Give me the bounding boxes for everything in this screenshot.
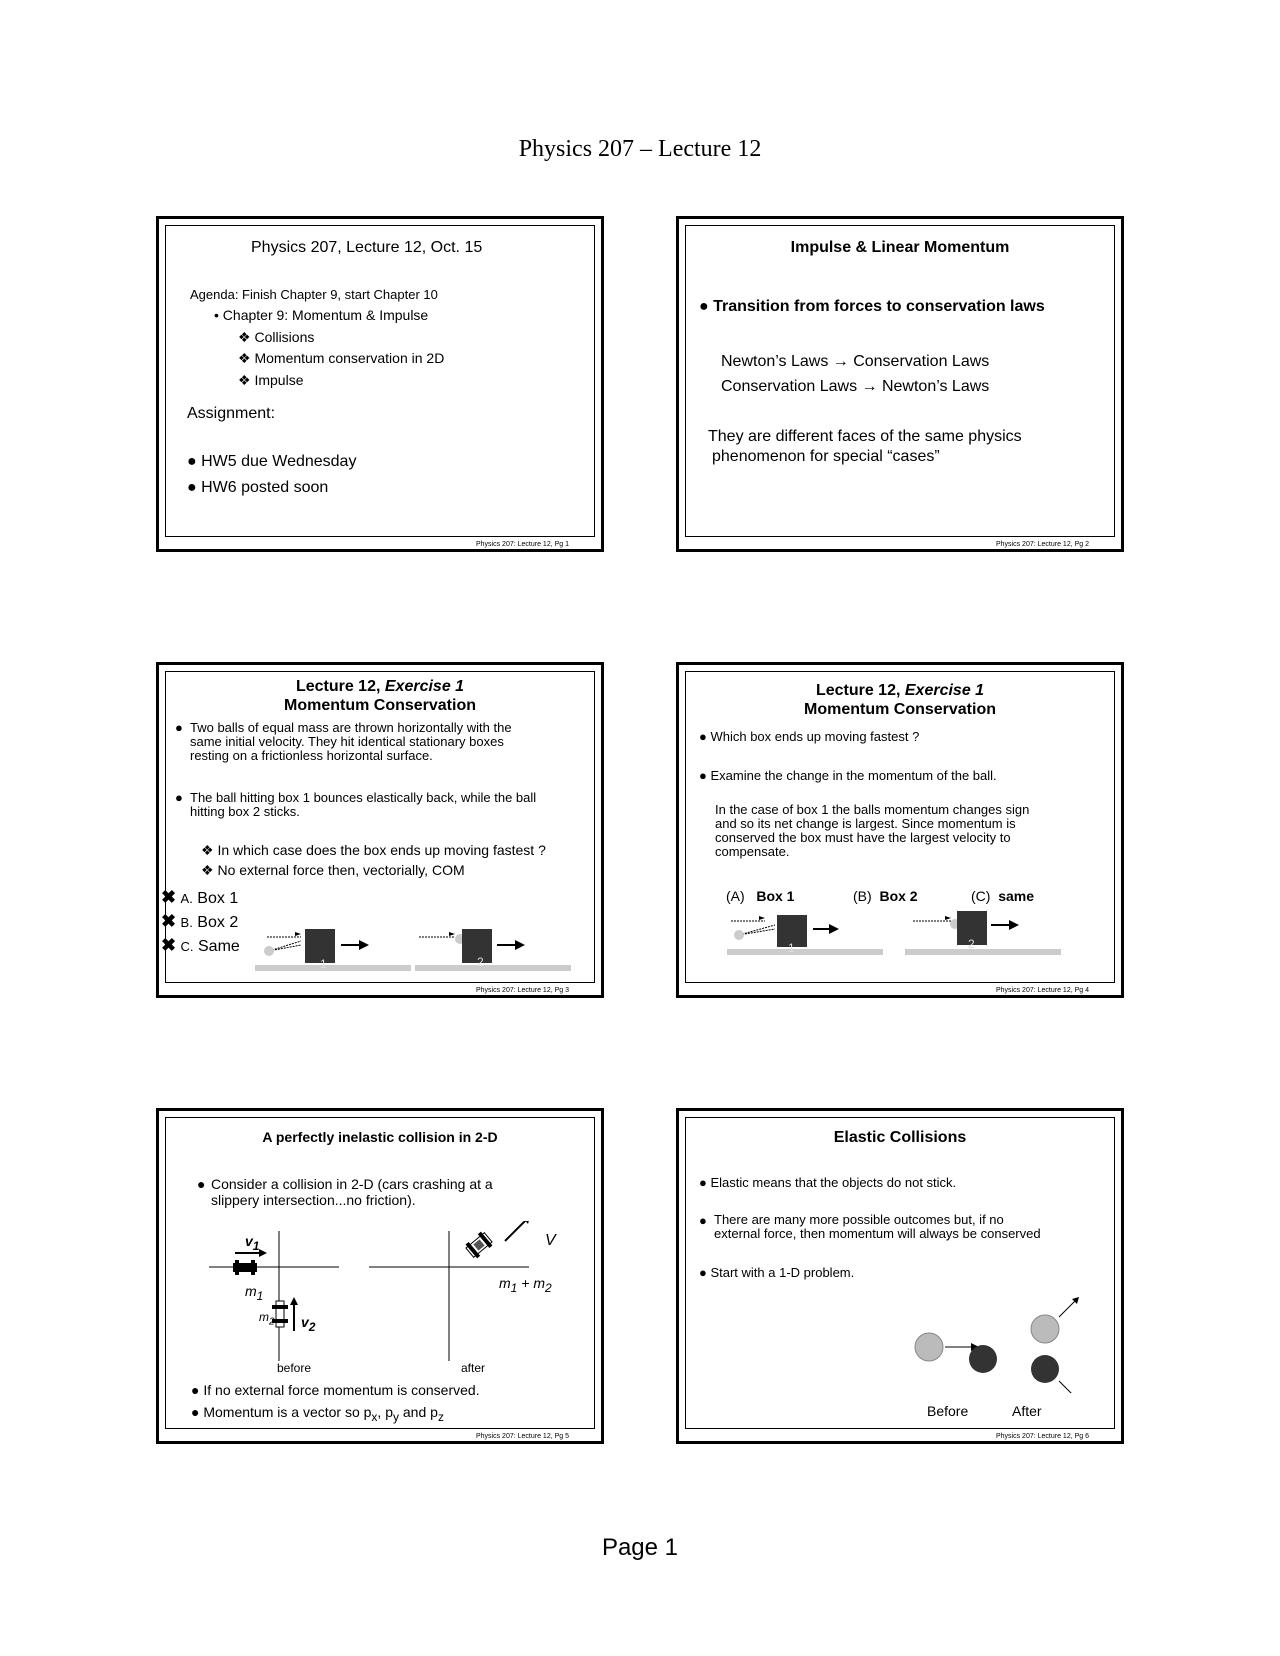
slide-3 (156, 662, 604, 998)
slide-title: Physics 207, Lecture 12, Oct. 15 (251, 239, 483, 256)
box-label: 2 (968, 937, 975, 951)
slide-footer: Physics 207: Lecture 12, Pg 5 (476, 1433, 569, 1440)
after-label: After (1012, 1403, 1042, 1419)
bullet: ● HW5 due Wednesday (187, 453, 357, 470)
slide-2 (676, 216, 1124, 552)
after-label: after (461, 1361, 486, 1375)
paragraph-line: They are different faces of the same physics (708, 428, 1022, 445)
bullet-text: Two balls of equal mass are thrown horizontally with the same initial velocity. They hit identical stationary boxes resting on a frictionless horizontal surface. (190, 720, 512, 763)
x-mark-icon: ✖ (161, 935, 177, 955)
bullet: ● Transition from forces to conservation laws (699, 298, 1045, 315)
slide-title: A perfectly inelastic collision in 2-D (262, 1129, 498, 1145)
bullet-text: Consider a collision in 2-D (cars crashing at a slippery intersection...no friction). (211, 1176, 493, 1208)
combined-mass-label: $m_1 + m_2$ (499, 1275, 552, 1295)
bullet: ● Which box ends up moving fastest ? (699, 729, 920, 744)
slide-footer: Physics 207: Lecture 12, Pg 6 (996, 1433, 1089, 1440)
slide-title: Elastic Collisions (833, 1129, 967, 1146)
m2-label: $m_2$ (259, 1310, 275, 1328)
bullet: ● Elastic means that the objects do not stick. (699, 1175, 957, 1190)
option-a[interactable]: ✖ A. Box 1 (161, 887, 239, 907)
slide-footer: Physics 207: Lecture 12, Pg 1 (476, 541, 569, 548)
sub-item: ❖ Impulse (238, 372, 304, 388)
v1-label: $v_1$ (245, 1233, 260, 1253)
sub-item: ❖ In which case does the box ends up moving fastest ? (201, 842, 546, 858)
agenda-line: Agenda: Finish Chapter 9, start Chapter 10 (190, 287, 438, 302)
paragraph-line: phenomenon for special “cases” (712, 448, 940, 465)
bullet: ● HW6 posted soon (187, 479, 329, 496)
slide-6 (676, 1108, 1124, 1444)
bullet: ● (699, 1213, 707, 1228)
big-v-label: V (545, 1232, 556, 1249)
slide-1 (156, 216, 604, 552)
law-line: Conservation Laws → Newton’s Laws (721, 378, 990, 395)
bullet: ● Examine the change in the momentum of the ball. (699, 768, 997, 783)
page-number: Page 1 (601, 1534, 679, 1561)
bullet: ● Start with a 1-D problem. (699, 1265, 855, 1280)
sub-item: ❖ No external force then, vectorially, COM (201, 862, 465, 878)
chapter-item: • Chapter 9: Momentum & Impulse (214, 307, 429, 323)
slide-footer: Physics 207: Lecture 12, Pg 2 (996, 541, 1089, 548)
slide-5 (156, 1108, 604, 1444)
slide-title: Impulse & Linear Momentum (790, 239, 1010, 256)
before-label: Before (927, 1403, 969, 1419)
x-mark-icon: ✖ (161, 911, 177, 931)
box-label: 2 (477, 955, 484, 969)
slide-subtitle: Momentum Conservation (283, 697, 476, 714)
bullet: ● If no external force momentum is conserved. (191, 1382, 480, 1398)
x-mark-icon: ✖ (161, 887, 177, 907)
explanation: In the case of box 1 the balls momentum changes sign and so its net change is largest. Since momentum is conserved the box must have the largest velocity to compensate. (715, 802, 1030, 859)
slide-footer: Physics 207: Lecture 12, Pg 4 (996, 987, 1089, 994)
sub-item: ❖ Momentum conservation in 2D (238, 350, 445, 366)
m1-label: $m_1$ (245, 1283, 264, 1303)
slide-title: Lecture 12, Exercise 1 (815, 682, 985, 699)
box-label: 1 (320, 957, 327, 971)
slide-footer: Physics 207: Lecture 12, Pg 3 (476, 987, 569, 994)
bullet-text: The ball hitting box 1 bounces elastically back, while the ball hitting box 2 sticks. (190, 790, 537, 819)
slide-title: Lecture 12, Exercise 1 (295, 678, 465, 695)
elastic-collision-diagram (909, 1283, 1089, 1393)
answer-c: (C) same (971, 888, 1035, 904)
slide-4 (676, 662, 1124, 998)
answer-a: (A) Box 1 (726, 888, 795, 904)
box-label: 1 (788, 941, 795, 955)
page-title: Physics 207 – Lecture 12 (518, 136, 762, 162)
slide-subtitle: Momentum Conservation (803, 701, 996, 718)
bullet: ● (197, 1176, 206, 1192)
option-b[interactable]: ✖ B. Box 2 (161, 911, 239, 931)
v2-label: $v_2$ (301, 1314, 316, 1334)
law-line: Newton’s Laws → Conservation Laws (721, 353, 990, 370)
answer-b: (B) Box 2 (853, 888, 918, 904)
box-collision-diagram (255, 927, 589, 973)
bullet: ● (175, 790, 183, 805)
assignment-label: Assignment: (187, 405, 276, 422)
bullet: ● (175, 720, 183, 735)
option-c[interactable]: ✖ C. Same (161, 935, 240, 955)
sub-item: ❖ Collisions (238, 329, 315, 345)
bullet-text: There are many more possible outcomes but, if no external force, then momentum will always be conserved (714, 1212, 1041, 1241)
box-collision-diagram (725, 911, 1075, 957)
before-label: before (277, 1361, 312, 1375)
bullet: ● Momentum is a vector so $p_x$, $p_y$ and $p_z$ (191, 1404, 444, 1424)
